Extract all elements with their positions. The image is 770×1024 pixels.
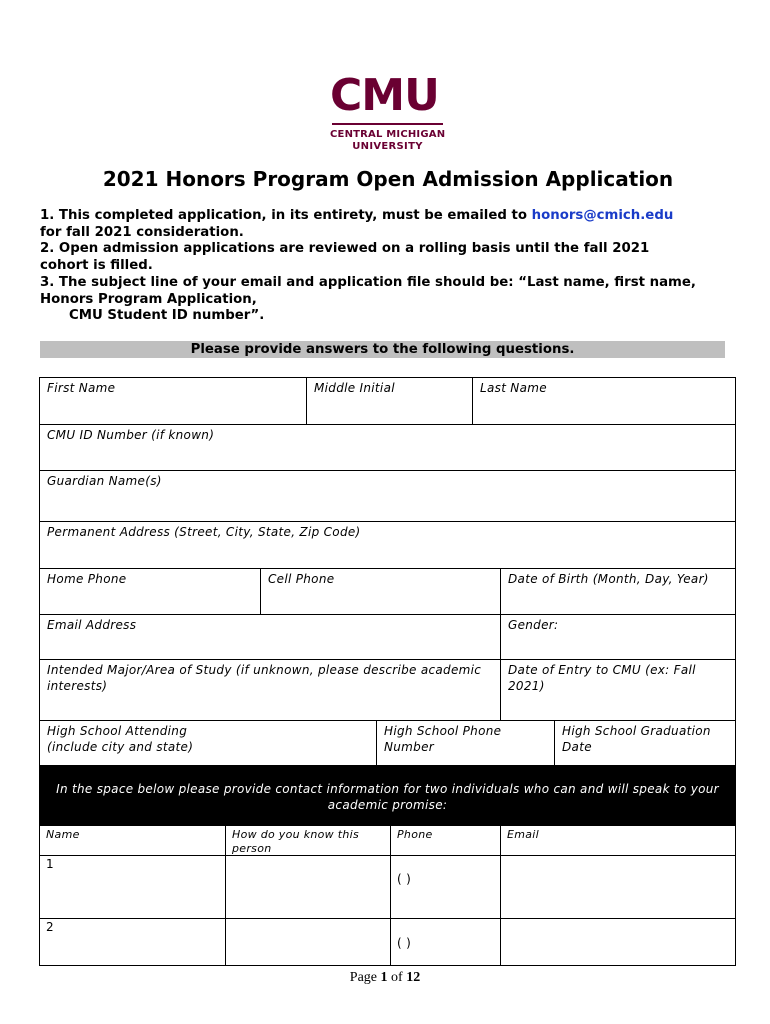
cmu-id-label: CMU ID Number (if known) bbox=[47, 428, 215, 442]
first-name-field[interactable] bbox=[40, 378, 307, 425]
ref-row-1-how-input[interactable] bbox=[226, 855, 390, 918]
last-name-label: Last Name bbox=[480, 381, 547, 395]
application-form bbox=[39, 377, 736, 966]
ref-row-2-number: 2 bbox=[46, 920, 54, 934]
gender-field[interactable] bbox=[501, 615, 735, 660]
logo-divider bbox=[332, 123, 443, 125]
instruction-3-cont-2: CMU Student ID number”. bbox=[69, 308, 265, 324]
address-field[interactable] bbox=[40, 522, 735, 569]
instruction-1 bbox=[40, 208, 740, 225]
ref-row-2-email-input[interactable] bbox=[501, 918, 735, 965]
graduation-date-label: High School Graduation bbox=[562, 724, 711, 738]
ref-row-1-phone-input[interactable]: ( ) bbox=[397, 872, 412, 886]
cmu-logo bbox=[330, 70, 446, 154]
entry-date-label-cont: 2021) bbox=[508, 678, 545, 693]
guardian-field[interactable] bbox=[40, 471, 735, 522]
page-current: 1 bbox=[380, 970, 388, 985]
col-header-how-line-2: person bbox=[232, 842, 272, 855]
entry-date-label: Date of Entry to CMU (ex: Fall bbox=[508, 663, 696, 677]
page-number bbox=[0, 970, 770, 986]
graduation-date-label-cont: Date bbox=[562, 739, 592, 754]
high-school-phone-label: High School Phone bbox=[384, 724, 502, 738]
logo-mark: CMU bbox=[330, 70, 439, 121]
middle-initial-label: Middle Initial bbox=[314, 381, 395, 395]
col-header-how bbox=[226, 828, 390, 856]
references-banner-line-2: academic promise: bbox=[327, 797, 448, 812]
logo-line-2: UNIVERSITY bbox=[352, 141, 423, 152]
instruction-1-text: 1. This completed application, in its entirety, must be emailed to bbox=[40, 208, 532, 223]
cell-phone-label: Cell Phone bbox=[268, 572, 335, 586]
ref-row-2-name-input[interactable] bbox=[40, 918, 225, 965]
major-field[interactable] bbox=[40, 660, 501, 721]
instruction-1-cont: for fall 2021 consideration. bbox=[40, 224, 244, 240]
email-field[interactable] bbox=[40, 615, 501, 660]
major-label: Intended Major/Area of Study (if unknown, please describe academic bbox=[47, 663, 482, 677]
ref-row-1-name-input[interactable] bbox=[40, 855, 225, 918]
col-header-phone: Phone bbox=[397, 828, 433, 841]
col-header-how-line-1: How do you know this bbox=[232, 828, 360, 841]
ref-row-1-number: 1 bbox=[46, 857, 54, 871]
ref-row-1-email-input[interactable] bbox=[501, 855, 735, 918]
dob-label: Date of Birth (Month, Day, Year) bbox=[508, 572, 709, 586]
high-school-phone-field[interactable] bbox=[377, 721, 555, 766]
col-header-email: Email bbox=[507, 828, 540, 841]
ref-row-2-phone-input[interactable]: ( ) bbox=[397, 936, 412, 950]
last-name-field[interactable] bbox=[473, 378, 735, 425]
page-title: 2021 Honors Program Open Admission Application bbox=[102, 167, 674, 191]
page-prefix: Page bbox=[349, 970, 381, 985]
col-header-name: Name bbox=[46, 828, 80, 841]
instruction-3: 3. The subject line of your email and application file should be: “Last name, first name, bbox=[40, 274, 696, 290]
high-school-field[interactable] bbox=[40, 721, 377, 766]
major-label-cont: interests) bbox=[47, 678, 108, 693]
guardian-label: Guardian Name(s) bbox=[47, 474, 162, 488]
honors-email-link[interactable]: honors@cmich.edu bbox=[531, 208, 674, 223]
first-name-label: First Name bbox=[47, 381, 116, 395]
middle-initial-field[interactable] bbox=[307, 378, 473, 425]
home-phone-field[interactable] bbox=[40, 569, 261, 615]
cmu-id-field[interactable] bbox=[40, 425, 735, 471]
page-of: of bbox=[387, 970, 407, 985]
graduation-date-field[interactable] bbox=[555, 721, 735, 766]
entry-date-field[interactable] bbox=[501, 660, 735, 721]
address-label: Permanent Address (Street, City, State, Zip Code) bbox=[47, 525, 361, 539]
questions-header: Please provide answers to the following questions. bbox=[40, 341, 725, 358]
instruction-2: 2. Open admission applications are reviewed on a rolling basis until the fall 2021 bbox=[40, 241, 650, 257]
references-banner-line-1: In the space below please provide contact information for two individuals who can and will speak to your bbox=[56, 782, 719, 796]
ref-row-2-how-input[interactable] bbox=[226, 918, 390, 965]
page-total: 12 bbox=[406, 970, 421, 985]
cell-phone-field[interactable] bbox=[261, 569, 501, 615]
instruction-3-cont: Honors Program Application, bbox=[40, 291, 257, 307]
high-school-label: High School Attending bbox=[47, 724, 188, 738]
dob-field[interactable] bbox=[501, 569, 735, 615]
logo-line-1: CENTRAL MICHIGAN bbox=[330, 129, 446, 140]
gender-label: Gender: bbox=[508, 618, 559, 632]
high-school-phone-label-cont: Number bbox=[384, 739, 435, 754]
instruction-2-cont: cohort is filled. bbox=[40, 258, 153, 274]
instructions bbox=[40, 208, 740, 325]
high-school-label-cont: (include city and state) bbox=[47, 739, 194, 754]
email-label: Email Address bbox=[47, 618, 137, 632]
references-banner bbox=[40, 766, 735, 826]
home-phone-label: Home Phone bbox=[47, 572, 127, 586]
